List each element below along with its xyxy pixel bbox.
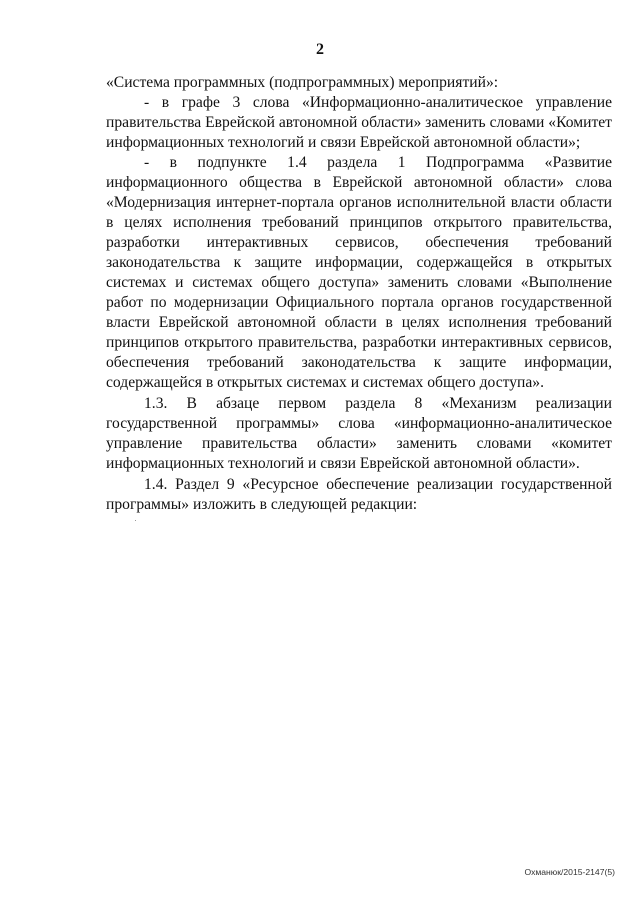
document-body [106, 73, 612, 515]
paragraph-clause-1-4: 1.4. Раздел 9 «Ресурсное обеспечение реализации государственной программы» изложить в следующей редакции: [106, 476, 612, 513]
paragraph-clause-1-3: 1.3. В абзаце первом раздела 8 «Механизм реализации государственной программы» слова «информационно-аналитическое управление правительства области» заменить словами «комитет информационных технологий и связи Еврейской автономной области». [106, 395, 612, 472]
footer-document-code: Охманюк/2015-2147(5) [524, 867, 615, 877]
page-number: 2 [316, 41, 324, 58]
paragraph-system-programs: «Система программных (подпрограммных) мероприятий»: [106, 74, 499, 91]
paragraph-column-3: - в графе 3 слова «Информационно-аналитическое управление правительства Еврейской автономной области» заменить словами «Комитет информационных технологий и связи Еврейской автономной области»; [106, 94, 612, 151]
scan-speck [135, 520, 136, 521]
paragraph-subclause-1-4: - в подпункте 1.4 раздела 1 Подпрограмма «Развитие информационного общества в Еврейской автономной области» слова «Модернизация интернет-портала органов исполнительной власти области в целях исполнения требований принципов открытого правительства, разработки интерактивных сервисов, обеспечения требований законодательства к защите информации, содержащейся в открытых системах и системах общего доступа» заменить словами «Выполнение работ по модернизации Официального портала органов государственной власти Еврейской автономной области в целях исполнения требований принципов открытого правительства, разработки интерактивных сервисов, обеспечения требований законодательства к защите информации, содержащейся в открытых системах и системах общего доступа». [106, 154, 612, 391]
